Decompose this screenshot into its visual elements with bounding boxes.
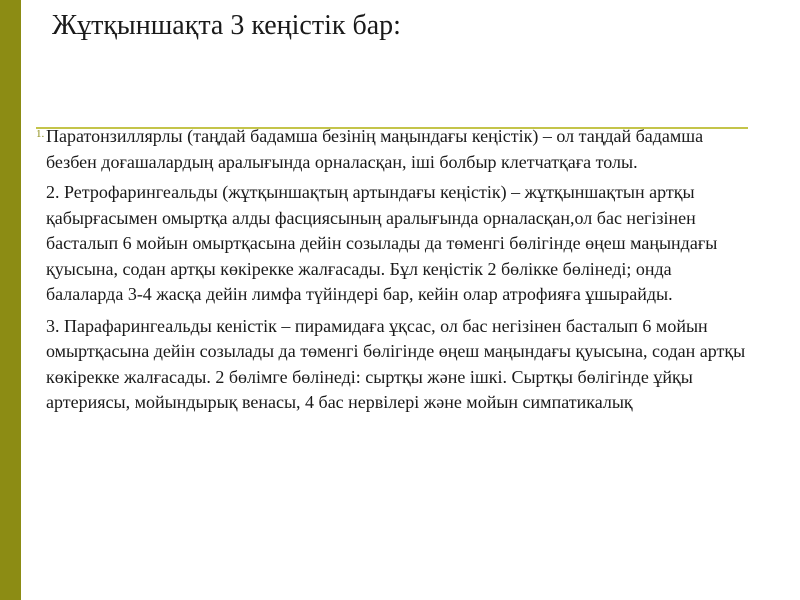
list-item-text: 2. Ретрофарингеальды (жұтқыншақтың артындағы кеңістік) – жұтқыншақтын артқы қабырғасымен омыртқа алды фасциясының аралығында орналасқан,ол бас негізінен басталып 6 мойын омыртқасына дейін созылады да төменгі бөлігінде өңеш маңындағы қуысына, содан артқы көкірекке жалғасады. Бұл кеңістік 2 бөлікке бөлінеді; онда балаларда 3-4 жасқа дейін лимфа түйіндері бар, кейін олар атрофияға ұшырайды. bbox=[46, 182, 718, 304]
list-item-retropharyngeal bbox=[46, 180, 746, 308]
list-number-marker: 1. bbox=[36, 128, 45, 140]
list-item-paratonsillar bbox=[36, 124, 746, 175]
list-item-text: 3. Парафарингеальды кеністік – пирамидаға ұқсас, ол бас негізінен басталып 6 мойын омыртқасына дейін созылады да төменгі бөлігінде өңеш маңындағы қуысына, содан артқы көкірекке жалғасады. 2 бөлімге бөлінеді: сыртқы және ішкі. Сыртқы бөлігінде ұйқы артериясы, мойындырық венасы, 4 бас нервілері және мойын симпатикалық bbox=[46, 315, 746, 412]
slide-title: Жұтқыншақта 3 кеңістік бар: bbox=[52, 10, 401, 41]
slide-body bbox=[0, 124, 800, 422]
list-item-parapharyngeal bbox=[46, 314, 746, 416]
list-item-text: Паратонзиллярлы (таңдай бадамша безінің маңындағы кеңістік) – ол таңдай бадамша безбен доғашалардың аралығында орналасқан, іші болбыр клетчатқаға толы. bbox=[46, 126, 704, 172]
